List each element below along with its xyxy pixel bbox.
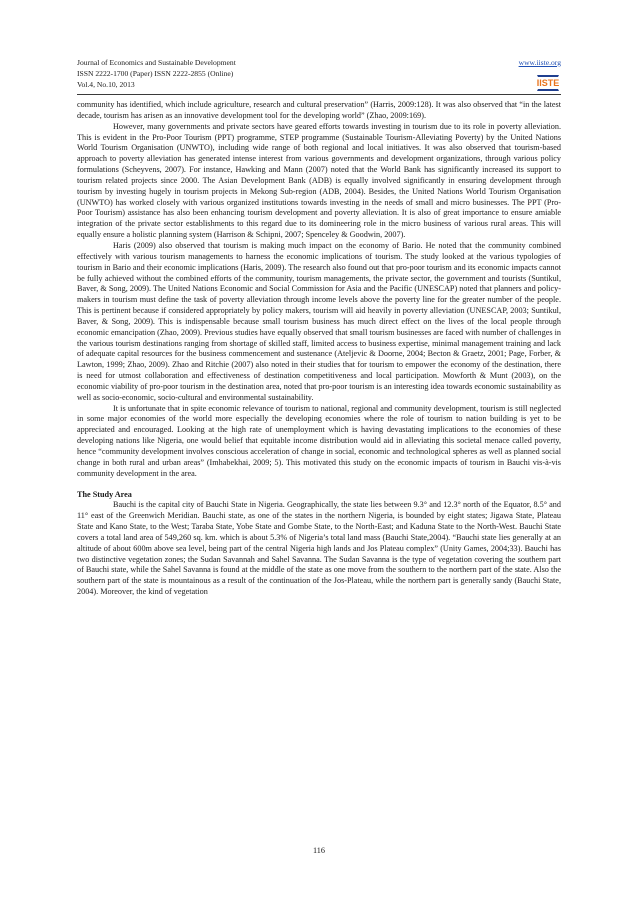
iiste-logo-icon [535,72,561,94]
paragraph: community has identified, which include agriculture, research and cultural preservation” (Harris, 2009:128). It was also observed that “in the latest decade, tourism has arisen as an innovative development tool for the developing world” (Zhao, 2009:169). [77,100,561,120]
page-number: 116 [313,846,325,855]
section-heading: The Study Area [77,489,132,499]
paragraph: It is unfortunate that in spite economic relevance of tourism to national, regional and community development, tourism is still neglected in some major economies of the world more especially the developing economies where the role of tourism to nation building is yet to be appreciated and encouraged. Looking at the high rate of unemployment which is having devastating implications to the economies of these developing nations like Nigeria, one would belief that equitable income distribution would aid in alleviating this societal menace called poverty, hence “community development involves conscious acceleration of change in social, economic and technological spheres as well as planned social change in both rural and urban areas” (Imhabekhai, 2009; 5). This motivated this study on the economic impacts of tourism in Bauchi vis-à-vis community development in the area. [77,403,561,478]
svg-text:IISTE: IISTE [536,78,560,88]
paragraph: Haris (2009) also observed that tourism is making much impact on the economy of Bario. He noted that the community combined effectively with various tourism managements to harness the economic implications of tourism. The study looked at the various typologies of tourism in Bario and their economic implications (Haris, 2009). The research also found out that pro-poor tourism and its economic impacts cannot be fully achieved without the combined efforts of the community, tourism managements, the private sector, the government and tourists (Suntikul, Baver, & Song, 2009). The United Nations Economic and Social Commission for Asia and the Pacific (UNESCAP) noted that planners and policy-makers in tourism must define the task of poverty alleviation through income levels above the poverty line for the greater number of the people. This is pertinent because if considered appropriately by policy makers, tourism will aid heavily in poverty alleviation (UNESCAP, 2003; Suntikul, Baver, & Song, 2009). This is indispensable because small tourism business has much direct effect on the lives of the local people through economic emancipation (Zhao, 2009). Previous studies have equally observed that small tourism businesses are faced with number of challenges in the various tourism destinations ranging from shortage of skilled staff, limited access to business expertise, minimal management training and lack of adequate capital resources for the business commencement and sustenance (Ateljevic & Doorne, 2004; Becton & Graetz, 2001; Page, Forber, & Lawton, 1999; Zhao, 2009). Zhao and Ritchie (2007) also noted in their studies that for tourism to empower the economy of the destination, there is need for utmost collaboration and effectiveness of destination competitiveness and local participation. Mowforth & Munt (2003), on the economic viability of pro-poor tourism in the destination area, noted that pro-poor tourism is an interesting idea towards economic sustainability as well as socio-economic, socio-cultural and environmental sustainability. [77,240,561,402]
journal-header [77,57,561,91]
header-divider [77,94,561,95]
journal-url-link[interactable]: www.iiste.org [518,58,561,67]
paragraph: Bauchi is the capital city of Bauchi State in Nigeria. Geographically, the state lies between 9.3° and 12.3° north of the Equator, 8.5° and 11° east of the Greenwich Meridian. Bauchi state, as one of the states in the northern Nigeria, is bounded by eight states; Jigawa State, Plateau State and Kano State, to the West; Taraba State, Yobe State and Gombe State, to the North-East; and Kaduna State to the North-West. Bauchi State covers a total land area of 549,260 sq. km. which is about 5.3% of Nigeria’s total land mass (Bauchi State,2004). “Bauchi state lies generally at an altitude of about 600m above sea level, being part of the central Nigeria high lands and Jos Plateau complex” (Unity Games, 2004;33). Bauchi has two distinctive vegetation zones; the Sudan Savannah and Sahel Savanna. The Sudan Savanna is the type of vegetation covering the southern part of Bauchi state, while the Sahel Savanna is found at the middle of the state as one move from the southern to the northern part of the state. Also the southern part of the state is mountainous as a result of the continuation of the Jos-Plateau, while the northern part is generally sandy (Bauchi State, 2004). Moreover, the kind of vegetation [77,500,561,597]
journal-title: Journal of Economics and Sustainable Development [77,58,236,67]
paragraph: However, many governments and private sectors have geared efforts towards investing in tourism due to its role in poverty alleviation. This is evident in the Pro-Poor Tourism (PPT) programme, STEP programme (Sustainable Tourism-Alleviating Poverty) by the United Nations World Tourism Organisation (UNWTO), including wide range of both regional and local initiatives. It was also observed that tourism-based approach to poverty alleviation has generated intense interest from various governments and development organizations, through various policy formulations (Scheyvens, 2007). For instance, Hawking and Mann (2007) noted that the World Bank has significantly increased its support to tourism related projects since 2000. The Asian Development Bank (ADB) is equally involved significantly in ensuring development through tourism by investing hugely in tourism projects in Mekong Sub-region (ADB, 2004). Besides, the United Nations World Tourism Organisation (UNWTO) has worked closely with various organized institutions towards investing in the needs of small and micro businesses. The PPT (Pro-Poor Tourism) assistance has also been enhancing tourism development and poverty alleviation. It is also of great importance to ensure amiable integration of the private sector establishments to this regard due to its domineering role in the micro business of various rural areas. This will equally ensure a holistic planning system (Harrison & Schipni, 2007; Spenceley & Goodwin, 2007). [77,121,561,240]
journal-issn: ISSN 2222-1700 (Paper) ISSN 2222-2855 (Online) [77,69,234,78]
article-body [77,100,561,598]
journal-volume: Vol.4, No.10, 2013 [77,80,135,89]
